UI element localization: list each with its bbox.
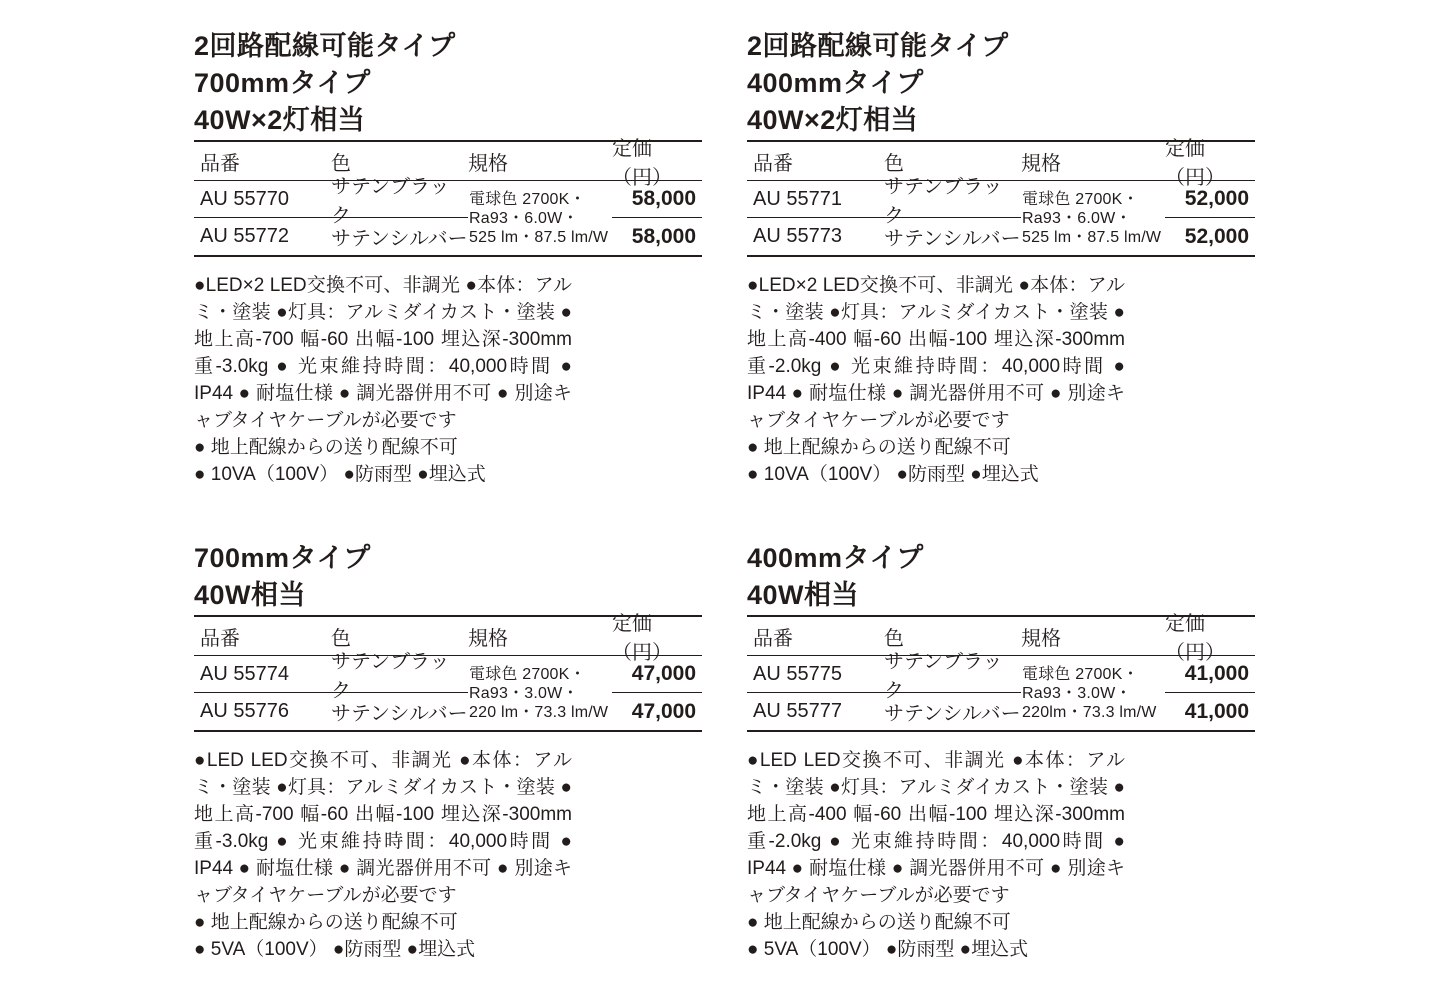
model-number: AU 55772	[200, 225, 289, 247]
col-header-spec: 規格	[468, 617, 612, 656]
spec-notes	[747, 747, 1125, 963]
model-number: AU 55776	[200, 700, 289, 722]
col-header-model: 品番	[194, 617, 331, 656]
price-value: 41,000	[1184, 699, 1249, 723]
color-name: サテンブラック	[884, 656, 1021, 693]
price-value: 52,000	[1165, 181, 1255, 218]
col-header-price: 定価（円）	[1165, 142, 1255, 181]
col-header-spec: 規格	[1021, 142, 1165, 181]
note-paragraph: ●LED LED交換不可、非調光 ●本体：アルミ・塗装 ●灯具：アルミダイカスト・塗装 ●地上高-700 幅-60 出幅-100 埋込深-300mm 重-3.0kg ● 光束維持時間：40,000時間 ● IP44 ● 耐塩仕様 ● 調光器併用不可 ● 別途キャブタイヤケーブルが必要です	[194, 750, 572, 906]
col-header-price: 定価（円）	[612, 617, 702, 656]
model-number: AU 55774	[194, 656, 331, 693]
price-value: 41,000	[1165, 656, 1255, 693]
col-header-spec: 規格	[468, 142, 612, 181]
col-header-price: 定価（円）	[612, 142, 702, 181]
section-subtitle-size: 400mmタイプ	[747, 68, 924, 98]
spec-line: 220 lm・73.3 lm/W	[469, 703, 609, 721]
color-name: サテンブラック	[331, 181, 468, 218]
color-name: サテンシルバー	[884, 228, 1021, 250]
note-line: ● 5VA（100V） ●防雨型 ●埋込式	[747, 939, 1029, 960]
product-section-2circuit-400mm	[747, 28, 1255, 488]
spec-line: 220lm・73.3 lm/W	[1022, 703, 1157, 721]
col-header-color: 色	[884, 617, 1021, 656]
price-table	[194, 615, 702, 732]
note-line: ● 地上配線からの送り配線不可	[194, 437, 458, 458]
color-name: サテンシルバー	[331, 703, 468, 725]
product-section-400mm	[747, 540, 1255, 963]
section-subtitle-size: 700mmタイプ	[194, 543, 371, 573]
price-table	[194, 140, 702, 257]
col-header-color: 色	[331, 617, 468, 656]
col-header-price: 定価（円）	[1165, 617, 1255, 656]
spec-line: 電球色 2700K・	[469, 190, 586, 208]
spec-line: Ra93・6.0W・	[1022, 209, 1132, 227]
color-name: サテンブラック	[331, 656, 468, 693]
note-line: ● 5VA（100V） ●防雨型 ●埋込式	[194, 939, 476, 960]
col-header-model: 品番	[747, 142, 884, 181]
note-line: ● 10VA（100V） ●防雨型 ●埋込式	[194, 464, 486, 485]
section-subtitle-wattage: 40W相当	[194, 580, 307, 610]
section-subtitle-wattage: 40W×2灯相当	[194, 105, 366, 135]
price-value: 58,000	[631, 224, 696, 248]
price-table	[747, 615, 1255, 732]
price-value: 52,000	[1184, 224, 1249, 248]
spec-line: 電球色 2700K・	[1022, 190, 1139, 208]
note-line: ● 地上配線からの送り配線不可	[194, 912, 458, 933]
spec-notes	[747, 272, 1125, 488]
spec-line: Ra93・3.0W・	[469, 684, 579, 702]
note-line: ● 地上配線からの送り配線不可	[747, 912, 1011, 933]
product-section-700mm	[194, 540, 702, 963]
spec-line: 電球色 2700K・	[1022, 665, 1139, 683]
spec-notes	[194, 747, 572, 963]
section-subtitle-wattage: 40W×2灯相当	[747, 105, 919, 135]
note-line: ● 10VA（100V） ●防雨型 ●埋込式	[747, 464, 1039, 485]
col-header-color: 色	[884, 142, 1021, 181]
model-number: AU 55775	[747, 656, 884, 693]
model-number: AU 55777	[753, 700, 842, 722]
product-section-2circuit-700mm	[194, 28, 702, 488]
col-header-color: 色	[331, 142, 468, 181]
price-value: 47,000	[631, 699, 696, 723]
section-subtitle-size: 700mmタイプ	[194, 68, 371, 98]
spec-cell	[468, 181, 612, 255]
note-paragraph: ●LED×2 LED交換不可、非調光 ●本体：アルミ・塗装 ●灯具：アルミダイカスト・塗装 ●地上高-400 幅-60 出幅-100 埋込深-300mm 重-2.0kg ● 光束維持時間：40,000時間 ● IP44 ● 耐塩仕様 ● 調光器併用不可 ● 別途キャブタイヤケーブルが必要です	[747, 275, 1125, 431]
col-header-model: 品番	[194, 142, 331, 181]
color-name: サテンシルバー	[884, 703, 1021, 725]
model-number: AU 55770	[194, 181, 331, 218]
spec-line: Ra93・6.0W・	[469, 209, 579, 227]
spec-cell	[468, 656, 612, 730]
note-paragraph: ●LED×2 LED交換不可、非調光 ●本体：アルミ・塗装 ●灯具：アルミダイカスト・塗装 ●地上高-700 幅-60 出幅-100 埋込深-300mm 重-3.0kg ● 光束維持時間：40,000時間 ● IP44 ● 耐塩仕様 ● 調光器併用不可 ● 別途キャブタイヤケーブルが必要です	[194, 275, 572, 431]
color-name: サテンブラック	[884, 181, 1021, 218]
section-title: 2回路配線可能タイプ	[747, 31, 1009, 61]
section-subtitle-size: 400mmタイプ	[747, 543, 924, 573]
price-value: 47,000	[612, 656, 702, 693]
spec-line: 525 lm・87.5 lm/W	[469, 228, 609, 246]
model-number: AU 55773	[753, 225, 842, 247]
section-subtitle-wattage: 40W相当	[747, 580, 860, 610]
note-paragraph: ●LED LED交換不可、非調光 ●本体：アルミ・塗装 ●灯具：アルミダイカスト・塗装 ●地上高-400 幅-60 出幅-100 埋込深-300mm 重-2.0kg ● 光束維持時間：40,000時間 ● IP44 ● 耐塩仕様 ● 調光器併用不可 ● 別途キャブタイヤケーブルが必要です	[747, 750, 1125, 906]
price-table	[747, 140, 1255, 257]
note-line: ● 地上配線からの送り配線不可	[747, 437, 1011, 458]
spec-cell	[1021, 181, 1165, 255]
spec-line: 525 lm・87.5 lm/W	[1022, 228, 1162, 246]
spec-cell	[1021, 656, 1165, 730]
col-header-model: 品番	[747, 617, 884, 656]
spec-line: 電球色 2700K・	[469, 665, 586, 683]
spec-line: Ra93・3.0W・	[1022, 684, 1132, 702]
color-name: サテンシルバー	[331, 228, 468, 250]
price-value: 58,000	[612, 181, 702, 218]
section-title: 2回路配線可能タイプ	[194, 31, 456, 61]
spec-notes	[194, 272, 572, 488]
col-header-spec: 規格	[1021, 617, 1165, 656]
model-number: AU 55771	[747, 181, 884, 218]
